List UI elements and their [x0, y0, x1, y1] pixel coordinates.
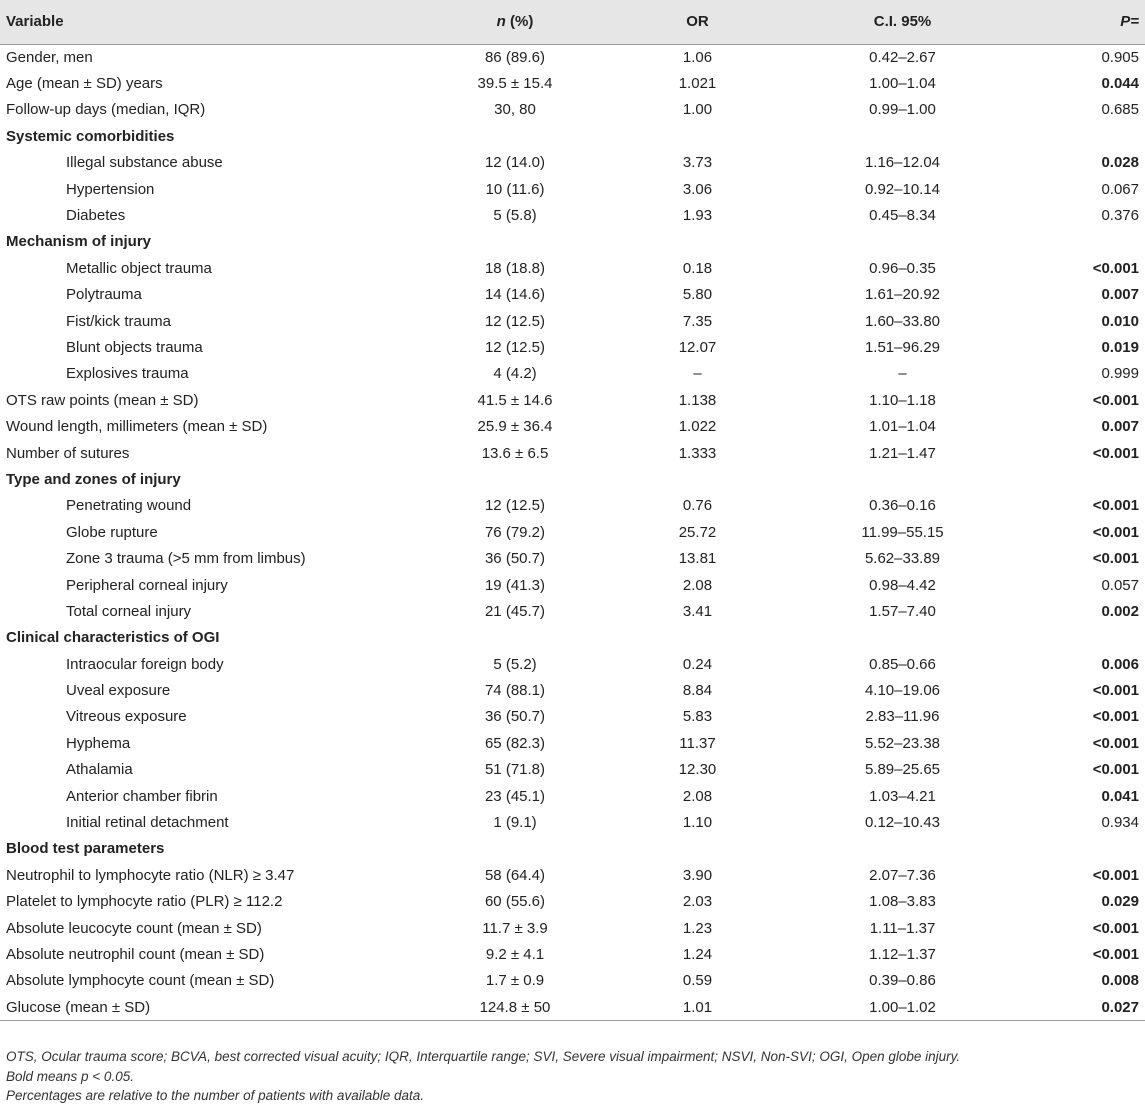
- header-variable: Variable: [0, 0, 410, 44]
- cell-confidence-interval: 0.85–0.66: [869, 655, 936, 673]
- table-footnotes: [6, 1047, 960, 1106]
- cell-p-value: <0.001: [1092, 523, 1139, 541]
- cell-odds-ratio: 8.84: [682, 682, 713, 700]
- cell-odds-ratio: 0.24: [682, 655, 713, 673]
- cell-variable: Total corneal injury: [66, 602, 192, 620]
- cell-confidence-interval: 1.00–1.02: [775, 994, 1030, 1020]
- cell-variable: Absolute leucocyte count (mean ± SD): [6, 919, 262, 937]
- cell-confidence-interval: 1.61–20.92: [864, 286, 941, 304]
- cell-p-value: 0.376: [1101, 207, 1139, 225]
- table-row: [0, 361, 1145, 387]
- cell-n-percent: 12 (14.0): [484, 154, 546, 172]
- cell-odds-ratio: 1.93: [682, 207, 713, 225]
- table-row: [0, 545, 1145, 571]
- footnote-bold-meaning: Bold means p < 0.05.: [6, 1068, 134, 1084]
- cell-variable: Blunt objects trauma: [66, 338, 203, 356]
- cell-p-value: 0.999: [1101, 365, 1139, 383]
- cell-odds-ratio: 1.24: [682, 945, 713, 963]
- cell-variable: Polytrauma: [66, 286, 142, 304]
- cell-odds-ratio: 1.333: [678, 444, 717, 462]
- cell-n-percent: 19 (41.3): [484, 576, 546, 594]
- table-row: [0, 282, 1145, 308]
- cell-variable: Intraocular foreign body: [66, 655, 224, 673]
- cell-p-value: 0.057: [1101, 576, 1139, 594]
- cell-variable: Wound length, millimeters (mean ± SD): [6, 418, 268, 436]
- cell-variable: Hyphema: [66, 734, 131, 752]
- table-row: [0, 572, 1145, 598]
- cell-variable: Follow-up days (median, IQR): [6, 101, 206, 119]
- table-row: [0, 519, 1145, 545]
- cell-n-percent: 60 (55.6): [484, 893, 546, 911]
- table-row: [0, 994, 1145, 1020]
- table-header: [0, 0, 1145, 44]
- cell-p-value: 0.007: [1101, 418, 1139, 436]
- cell-odds-ratio: 1.138: [678, 391, 717, 409]
- cell-odds-ratio: 1.23: [682, 919, 713, 937]
- cell-confidence-interval: 1.03–4.21: [869, 787, 936, 805]
- cell-variable: Uveal exposure: [66, 682, 171, 700]
- cell-odds-ratio: 5.80: [682, 286, 713, 304]
- table-row: [0, 176, 1145, 202]
- cell-odds-ratio: 1.01: [620, 994, 775, 1020]
- cell-p-value: <0.001: [1092, 259, 1139, 277]
- cell-variable: Athalamia: [66, 761, 133, 779]
- cell-n-percent: 51 (71.8): [484, 761, 546, 779]
- cell-variable: Hypertension: [66, 180, 155, 198]
- table-row: [0, 150, 1145, 176]
- cell-confidence-interval: 1.51–96.29: [864, 338, 941, 356]
- header-n-percent: [410, 0, 620, 44]
- cell-p-value: <0.001: [1092, 550, 1139, 568]
- cell-confidence-interval: 0.96–0.35: [869, 259, 936, 277]
- cell-n-percent: 18 (18.8): [484, 259, 546, 277]
- header-n-symbol: n: [496, 13, 506, 31]
- cell-variable: Glucose (mean ± SD): [0, 994, 410, 1020]
- table-row: [0, 757, 1145, 783]
- cell-p-value: 0.008: [1101, 972, 1139, 990]
- cell-p-value: 0.934: [1101, 814, 1139, 832]
- cell-p-value: <0.001: [1092, 497, 1139, 515]
- cell-confidence-interval: 4.10–19.06: [864, 682, 941, 700]
- footnote-percentages: Percentages are relative to the number of patients with available data.: [6, 1088, 424, 1103]
- header-or: OR: [620, 0, 775, 44]
- header-row: [0, 0, 1145, 44]
- section-header-row: [0, 836, 1145, 862]
- section-header-row: [0, 625, 1145, 651]
- cell-odds-ratio: 0.59: [682, 972, 713, 990]
- cell-n-percent: 1 (9.1): [493, 814, 537, 832]
- cell-odds-ratio: 2.03: [682, 893, 713, 911]
- cell-p-value: 0.010: [1101, 312, 1139, 330]
- cell-variable: Anterior chamber fibrin: [66, 787, 218, 805]
- cell-p-value: 0.007: [1101, 286, 1139, 304]
- header-n-percent-suffix: (%): [505, 13, 534, 31]
- cell-p-value: 0.006: [1101, 655, 1139, 673]
- cell-confidence-interval: 0.12–10.43: [864, 814, 941, 832]
- cell-n-percent: 5 (5.2): [493, 655, 537, 673]
- cell-odds-ratio: 13.81: [678, 550, 717, 568]
- cell-p-value: <0.001: [1092, 945, 1139, 963]
- cell-p-value: <0.001: [1092, 708, 1139, 726]
- cell-n-percent: 30, 80: [494, 101, 536, 119]
- cell-odds-ratio: 1.10: [682, 814, 713, 832]
- cell-variable: Explosives trauma: [66, 365, 189, 383]
- header-p-value: P=: [1030, 0, 1145, 44]
- cell-n-percent: 36 (50.7): [484, 708, 546, 726]
- cell-confidence-interval: 1.11–1.37: [869, 919, 936, 937]
- table-row: [0, 255, 1145, 281]
- cell-p-value: 0.685: [1101, 101, 1139, 119]
- cell-n-percent: 4 (4.2): [493, 365, 537, 383]
- cell-n-percent: 25.9 ± 36.4: [477, 418, 553, 436]
- cell-variable: Penetrating wound: [66, 497, 192, 515]
- section-title: Blood test parameters: [6, 840, 165, 858]
- cell-p-value: 0.027: [1030, 994, 1145, 1020]
- cell-confidence-interval: 1.12–1.37: [869, 945, 936, 963]
- cell-n-percent: 9.2 ± 4.1: [485, 945, 545, 963]
- cell-odds-ratio: 5.83: [682, 708, 713, 726]
- cell-p-value: 0.067: [1101, 180, 1139, 198]
- table-row: [0, 308, 1145, 334]
- cell-p-value: 0.029: [1101, 893, 1139, 911]
- table-row: [0, 202, 1145, 228]
- section-header-row: [0, 466, 1145, 492]
- table-row: [0, 440, 1145, 466]
- cell-confidence-interval: 0.45–8.34: [869, 207, 936, 225]
- cell-variable: Diabetes: [66, 207, 126, 225]
- cell-confidence-interval: 0.98–4.42: [869, 576, 936, 594]
- table-row: [0, 493, 1145, 519]
- table-row: [0, 889, 1145, 915]
- cell-odds-ratio: 1.06: [682, 48, 713, 66]
- table-row: [0, 44, 1145, 70]
- cell-odds-ratio: 0.76: [682, 497, 713, 515]
- cell-variable: Metallic object trauma: [66, 259, 212, 277]
- cell-p-value: 0.028: [1101, 154, 1139, 172]
- table-row: [0, 334, 1145, 360]
- cell-variable: Absolute neutrophil count (mean ± SD): [6, 945, 265, 963]
- cell-odds-ratio: 12.30: [678, 761, 717, 779]
- cell-odds-ratio: 11.37: [679, 734, 716, 752]
- table-row: [0, 968, 1145, 994]
- cell-confidence-interval: 0.39–0.86: [869, 972, 936, 990]
- cell-variable: Gender, men: [6, 48, 93, 66]
- cell-n-percent: 58 (64.4): [484, 866, 546, 884]
- cell-n-percent: 1.7 ± 0.9: [485, 972, 545, 990]
- table-row: [0, 651, 1145, 677]
- table-row: [0, 783, 1145, 809]
- cell-confidence-interval: 5.52–23.38: [864, 734, 941, 752]
- cell-confidence-interval: 11.99–55.15: [861, 523, 944, 541]
- cell-odds-ratio: 0.18: [682, 259, 713, 277]
- table-row: [0, 413, 1145, 439]
- cell-confidence-interval: 0.92–10.14: [864, 180, 941, 198]
- cell-odds-ratio: 3.41: [682, 602, 713, 620]
- table-row: [0, 97, 1145, 123]
- cell-confidence-interval: 1.60–33.80: [864, 312, 941, 330]
- cell-variable: Age (mean ± SD) years: [6, 75, 163, 93]
- cell-p-value: <0.001: [1092, 444, 1139, 462]
- cell-p-value: <0.001: [1092, 734, 1139, 752]
- cell-odds-ratio: 1.021: [678, 75, 717, 93]
- cell-variable: Peripheral corneal injury: [66, 576, 228, 594]
- cell-n-percent: 39.5 ± 15.4: [477, 75, 553, 93]
- cell-confidence-interval: 0.99–1.00: [869, 101, 936, 119]
- cell-odds-ratio: 3.06: [682, 180, 713, 198]
- section-title: Mechanism of injury: [6, 233, 152, 251]
- cell-confidence-interval: 0.36–0.16: [869, 497, 936, 515]
- cell-confidence-interval: 1.57–7.40: [869, 602, 936, 620]
- cell-confidence-interval: 2.83–11.96: [865, 708, 940, 726]
- cell-confidence-interval: 2.07–7.36: [869, 866, 936, 884]
- cell-n-percent: 74 (88.1): [484, 682, 546, 700]
- cell-odds-ratio: 2.08: [682, 576, 713, 594]
- cell-n-percent: 12 (12.5): [484, 497, 546, 515]
- cell-p-value: <0.001: [1092, 761, 1139, 779]
- cell-n-percent: 12 (12.5): [484, 312, 546, 330]
- table-row: [0, 704, 1145, 730]
- cell-n-percent: 11.7 ± 3.9: [482, 919, 548, 937]
- cell-p-value: <0.001: [1092, 919, 1139, 937]
- table-row: [0, 809, 1145, 835]
- cell-odds-ratio: 1.022: [678, 418, 717, 436]
- cell-odds-ratio: 12.07: [678, 338, 717, 356]
- cell-odds-ratio: 25.72: [678, 523, 717, 541]
- cell-variable: Vitreous exposure: [66, 708, 187, 726]
- footnote-abbreviations: OTS, Ocular trauma score; BCVA, best corrected visual acuity; IQR, Interquartile range; SVI, Severe visual impairment; NSVI, Non-SVI; OGI, Open globe injury.: [6, 1049, 961, 1064]
- cell-p-value: 0.002: [1101, 602, 1139, 620]
- section-title: Systemic comorbidities: [6, 127, 175, 145]
- table-row: [0, 677, 1145, 703]
- cell-confidence-interval: –: [898, 365, 907, 383]
- cell-n-percent: 23 (45.1): [484, 787, 546, 805]
- cell-n-percent: 21 (45.7): [484, 602, 546, 620]
- cell-confidence-interval: 5.89–25.65: [864, 761, 941, 779]
- cell-variable: Globe rupture: [66, 523, 158, 541]
- cell-n-percent: 65 (82.3): [484, 734, 546, 752]
- table-row: [0, 730, 1145, 756]
- header-ci: C.I. 95%: [775, 0, 1030, 44]
- cell-confidence-interval: 5.62–33.89: [864, 550, 941, 568]
- table-row: [0, 941, 1145, 967]
- cell-variable: Absolute lymphocyte count (mean ± SD): [6, 972, 275, 990]
- cell-confidence-interval: 1.01–1.04: [869, 418, 936, 436]
- cell-variable: Initial retinal detachment: [66, 814, 229, 832]
- cell-p-value: 0.905: [1101, 48, 1139, 66]
- cell-variable: Platelet to lymphocyte ratio (PLR) ≥ 112.2: [6, 893, 283, 911]
- cell-n-percent: 124.8 ± 50: [410, 994, 620, 1020]
- cell-variable: Number of sutures: [6, 444, 130, 462]
- cell-n-percent: 12 (12.5): [484, 338, 546, 356]
- cell-odds-ratio: 3.90: [682, 866, 713, 884]
- cell-confidence-interval: 1.08–3.83: [869, 893, 936, 911]
- cell-variable: Zone 3 trauma (>5 mm from limbus): [66, 550, 306, 568]
- table-body: [0, 44, 1145, 1020]
- cell-p-value: <0.001: [1092, 866, 1139, 884]
- cell-n-percent: 41.5 ± 14.6: [477, 391, 553, 409]
- cell-p-value: <0.001: [1092, 682, 1139, 700]
- cell-variable: Neutrophil to lymphocyte ratio (NLR) ≥ 3.47: [6, 866, 295, 884]
- section-header-row: [0, 123, 1145, 149]
- table-row: [0, 598, 1145, 624]
- cell-n-percent: 36 (50.7): [484, 550, 546, 568]
- cell-p-value: 0.019: [1101, 338, 1139, 356]
- cell-variable: Illegal substance abuse: [66, 154, 223, 172]
- table-row: [0, 915, 1145, 941]
- cell-confidence-interval: 1.21–1.47: [869, 444, 936, 462]
- cell-n-percent: 10 (11.6): [485, 180, 545, 198]
- section-title: Type and zones of injury: [6, 470, 181, 488]
- cell-p-value: 0.044: [1101, 75, 1139, 93]
- cell-confidence-interval: 1.10–1.18: [869, 391, 936, 409]
- cell-p-value: <0.001: [1092, 391, 1139, 409]
- cell-n-percent: 13.6 ± 6.5: [481, 444, 549, 462]
- cell-variable: OTS raw points (mean ± SD): [6, 391, 199, 409]
- section-header-row: [0, 229, 1145, 255]
- cell-confidence-interval: 1.16–12.04: [864, 154, 941, 172]
- table-row: [0, 387, 1145, 413]
- cell-n-percent: 5 (5.8): [493, 207, 537, 225]
- cell-odds-ratio: 1.00: [682, 101, 713, 119]
- section-title: Clinical characteristics of OGI: [6, 629, 220, 647]
- cell-odds-ratio: –: [693, 365, 702, 383]
- cell-n-percent: 86 (89.6): [484, 48, 546, 66]
- cell-variable: Fist/kick trauma: [66, 312, 172, 330]
- cell-odds-ratio: 2.08: [682, 787, 713, 805]
- cell-odds-ratio: 3.73: [682, 154, 713, 172]
- cell-odds-ratio: 7.35: [682, 312, 713, 330]
- table-row: [0, 70, 1145, 96]
- cell-n-percent: 76 (79.2): [484, 523, 546, 541]
- cell-n-percent: 14 (14.6): [484, 286, 546, 304]
- cell-confidence-interval: 0.42–2.67: [869, 48, 936, 66]
- cell-p-value: 0.041: [1101, 787, 1139, 805]
- table-row: [0, 862, 1145, 888]
- cell-confidence-interval: 1.00–1.04: [869, 75, 936, 93]
